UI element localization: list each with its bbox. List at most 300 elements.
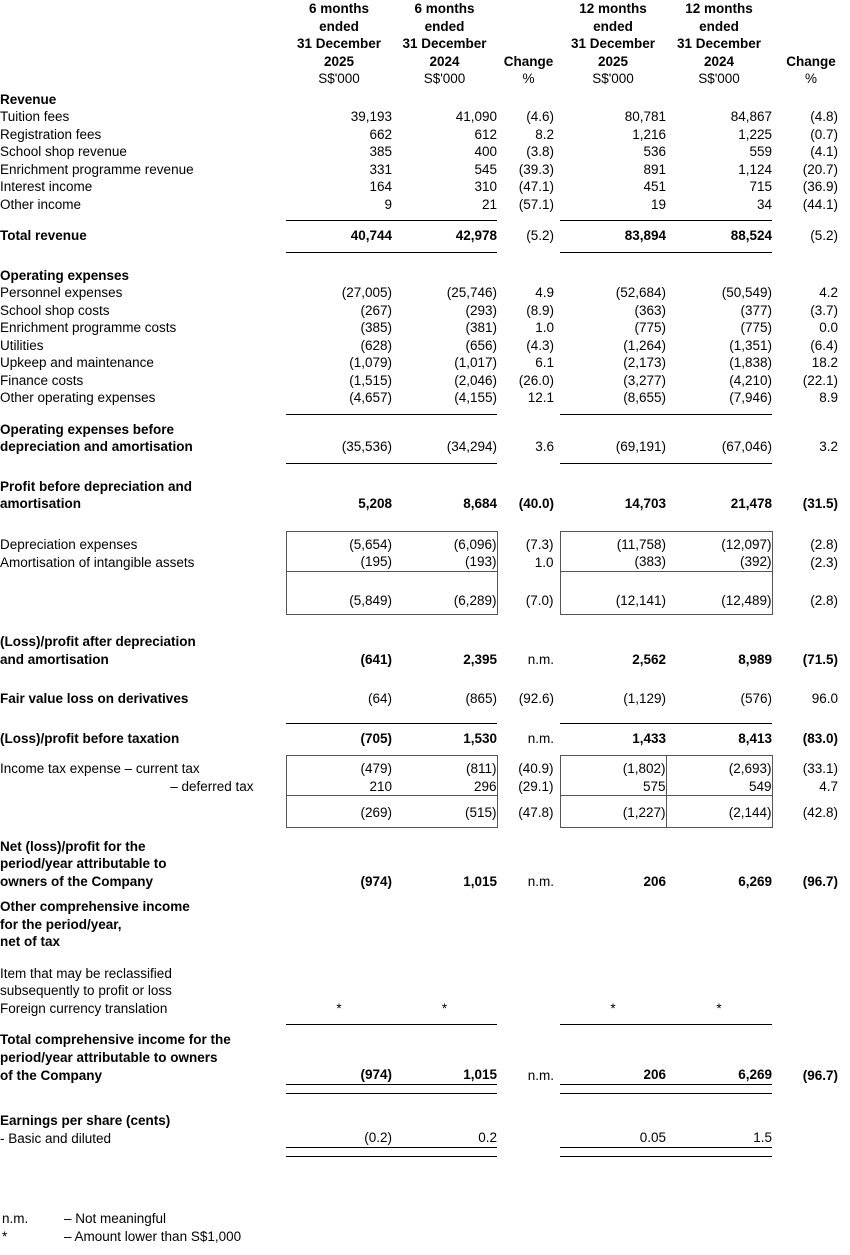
row-label: Utilities	[0, 337, 44, 353]
row-label-line1: Profit before depreciation and	[0, 478, 193, 494]
row-label-line3: owners of the Company	[0, 873, 154, 889]
row-value-6m-2024: (656)	[465, 337, 497, 353]
row-change-12m: (0.7)	[810, 126, 838, 142]
row-change-6m: (57.1)	[518, 196, 554, 212]
row-change-12m: (33.1)	[802, 761, 838, 776]
header-c3-line3: 31 December	[570, 36, 656, 51]
row-value-12m-2025: 1,433	[632, 730, 666, 746]
row-value-12m-2025: 19	[650, 196, 666, 212]
net-profit-row	[0, 873, 850, 891]
row-value-6m-2025: 385	[369, 144, 392, 159]
row-value-6m-2024: 41,090	[455, 109, 497, 124]
row-value-12m-2024: (67,046)	[721, 439, 772, 454]
row-value-6m-2025: 5,208	[358, 496, 392, 511]
row-value-6m-2024: (34,294)	[446, 439, 497, 454]
row-change-6m: (3.8)	[526, 144, 554, 159]
header-row-4	[0, 53, 850, 71]
reclassify-note-line2	[0, 982, 850, 1000]
row-label-line2: amortisation	[0, 496, 82, 511]
header-c4-year: 2024	[703, 53, 735, 69]
row-change-6m: (47.8)	[518, 805, 554, 820]
profit-before-tax-row	[0, 730, 850, 748]
table-row	[0, 319, 850, 337]
row-change-6m: 8.2	[535, 126, 554, 142]
footnote-desc: – Amount lower than S$1,000	[64, 1229, 242, 1244]
total-revenue-row	[0, 227, 850, 245]
oci-heading-line2: for the period/year,	[0, 916, 122, 932]
header-c1-unit: S$'000	[318, 71, 360, 86]
row-value-12m-2024: 21,478	[730, 496, 772, 511]
row-change-12m: (6.4)	[810, 337, 838, 353]
oci-heading-line1	[0, 898, 850, 916]
row-value-6m-2025: (5,654)	[286, 536, 392, 554]
row-label: Registration fees	[0, 126, 102, 142]
row-label: (Loss)/profit before taxation	[0, 730, 180, 746]
row-change-12m: (83.0)	[802, 730, 838, 746]
row-value-6m-2025: (267)	[360, 302, 392, 318]
header-ch1-label: Change	[503, 53, 554, 69]
row-change-12m: (96.7)	[802, 1067, 838, 1083]
table-row	[0, 778, 850, 796]
row-change-12m: (2.3)	[810, 554, 838, 570]
row-label: Income tax expense – current tax	[0, 761, 200, 776]
row-value-12m-2024: 1,225	[738, 126, 772, 142]
header-ch2-line3	[772, 35, 850, 53]
oci-heading-line3: net of tax	[0, 934, 61, 949]
row-label: Tuition fees	[0, 109, 70, 124]
row-value-12m-2024: (392)	[666, 553, 772, 571]
row-value-6m-2024: 545	[474, 161, 497, 177]
header-ch1-line1	[497, 0, 560, 18]
header-ch2-line1	[772, 0, 850, 18]
row-value-6m-2025: (4,657)	[349, 390, 392, 405]
row-value-6m-2024: 1,015	[463, 1067, 497, 1082]
header-row-units	[0, 70, 850, 88]
row-label: Total revenue	[0, 228, 87, 243]
row-label: - Basic and diluted	[0, 1130, 112, 1146]
header-c4-line2: ended	[699, 18, 739, 34]
row-value-6m-2024: (811)	[392, 760, 497, 778]
row-change-12m: 8.9	[819, 390, 838, 405]
table-row	[0, 354, 850, 372]
profit-before-da-row-line1	[0, 478, 850, 496]
row-label-line1: (Loss)/profit after depreciation	[0, 634, 196, 649]
row-value-12m-2024: (4,210)	[729, 372, 772, 388]
row-change-6m: n.m.	[527, 873, 554, 889]
opex-before-da-row-line1	[0, 421, 850, 439]
row-label-line2: period/year attributable to owners	[0, 1049, 218, 1065]
oci-heading-line2	[0, 916, 850, 934]
row-change-6m: (40.0)	[518, 496, 554, 511]
row-value-12m-2025: (363)	[634, 302, 666, 318]
tax-total-row	[0, 804, 850, 822]
table-row	[0, 760, 850, 778]
reclassify-note-line1	[0, 965, 850, 983]
reclassify-note-line1: Item that may be reclassified	[0, 965, 172, 981]
row-label: Personnel expenses	[0, 285, 123, 300]
row-value-6m-2025: (0.2)	[364, 1130, 392, 1145]
revenue-heading-row	[0, 91, 850, 109]
row-label-line2: and amortisation	[0, 651, 109, 667]
row-change-12m: (42.8)	[802, 805, 838, 820]
row-value-12m-2025: 575	[560, 778, 666, 796]
table-row	[0, 196, 850, 214]
row-value-12m-2025: (383)	[560, 553, 666, 571]
header-c2-year: 2024	[429, 53, 460, 69]
row-label-line2: period/year attributable to	[0, 856, 167, 871]
revenue-heading: Revenue	[0, 91, 57, 107]
row-change-6m: 4.9	[535, 285, 554, 300]
header-c3-line2: ended	[593, 18, 633, 34]
header-row-1	[0, 0, 850, 18]
header-c2-line2: ended	[424, 18, 465, 34]
table-row	[0, 108, 850, 126]
table-row	[0, 536, 850, 554]
row-value-12m-2024: 6,269	[738, 1067, 772, 1082]
row-change-6m: (7.3)	[525, 536, 554, 552]
header-c2-unit: S$'000	[423, 71, 466, 86]
row-value-12m-2024: (377)	[740, 302, 772, 318]
header-c2-line3: 31 December	[402, 36, 487, 51]
row-change-6m: (40.9)	[518, 761, 554, 776]
row-value-12m-2025: (1,802)	[560, 760, 666, 778]
row-value-12m-2024: (576)	[740, 691, 772, 706]
row-value-12m-2025: 536	[643, 144, 666, 159]
row-value-12m-2024: (12,489)	[666, 592, 772, 610]
row-value-12m-2024: 1,124	[738, 161, 772, 177]
tci-double-rule	[0, 1084, 850, 1093]
row-value-6m-2024: *	[441, 1000, 448, 1016]
row-change-12m: (36.9)	[802, 179, 838, 194]
row-value-12m-2025: 891	[643, 161, 666, 177]
row-value-6m-2024: (515)	[392, 804, 497, 822]
row-value-6m-2025: 9	[384, 196, 392, 212]
row-change-6m	[497, 1000, 560, 1018]
row-label: Fair value loss on derivatives	[0, 691, 189, 706]
row-change-6m: (47.1)	[518, 179, 554, 194]
row-value-12m-2025: (775)	[634, 320, 666, 335]
oci-heading-line1: Other comprehensive income	[0, 899, 190, 914]
row-label: – deferred tax	[170, 779, 254, 794]
row-value-12m-2025: 206	[643, 873, 666, 889]
row-change-12m: 18.2	[811, 355, 838, 370]
row-label: Enrichment programme revenue	[0, 161, 194, 177]
row-change-6m: (7.0)	[525, 592, 554, 608]
row-label: Other income	[0, 196, 82, 212]
header-ch2-line2	[772, 18, 850, 36]
row-label: Upkeep and maintenance	[0, 355, 154, 370]
row-value-12m-2025: (12,141)	[560, 592, 666, 610]
row-value-12m-2025: (52,684)	[615, 285, 666, 300]
table-row	[0, 302, 850, 320]
row-value-6m-2025: (479)	[286, 760, 392, 778]
row-change-6m: (4.3)	[526, 337, 554, 353]
row-value-6m-2024: 21	[481, 196, 497, 212]
row-label: School shop costs	[0, 302, 110, 318]
eps-row	[0, 1129, 850, 1147]
header-spacer	[0, 53, 286, 71]
row-label: Interest income	[0, 179, 93, 194]
total-revenue-rule	[0, 245, 850, 253]
row-value-6m-2024: 1,015	[463, 873, 497, 889]
header-c4-line3: 31 December	[676, 36, 762, 51]
row-value-6m-2025: (27,005)	[341, 285, 392, 300]
row-value-6m-2024: 612	[474, 126, 497, 142]
table-row	[0, 143, 850, 161]
row-value-6m-2024: 2,395	[463, 651, 497, 667]
footnote-desc: – Not meaningful	[64, 1211, 167, 1226]
tci-row	[0, 1066, 850, 1084]
depreciation-spacer-in-box	[0, 580, 850, 592]
row-value-6m-2025: 164	[369, 179, 392, 194]
header-spacer	[0, 0, 286, 18]
row-change-12m: (3.7)	[810, 302, 838, 318]
footnote-row	[2, 1210, 241, 1228]
opex-heading: Operating expenses	[0, 267, 130, 283]
row-value-12m-2024: 8,413	[738, 730, 772, 746]
header-c2-line1: 6 months	[414, 1, 475, 16]
opex-before-da-row	[0, 438, 850, 456]
profit-after-da-row	[0, 651, 850, 669]
row-label-line1: Total comprehensive income for the	[0, 1032, 231, 1047]
row-value-12m-2024: 84,867	[730, 109, 772, 124]
row-change-12m: 4.2	[819, 285, 838, 300]
header-row-2	[0, 18, 850, 36]
row-value-12m-2025: 206	[643, 1067, 666, 1082]
row-value-6m-2024: 296	[392, 778, 497, 796]
row-change-12m: (96.7)	[802, 873, 838, 889]
eps-heading: Earnings per share (cents)	[0, 1112, 171, 1128]
footnotes	[2, 1210, 241, 1246]
header-ch2-label: Change	[786, 53, 836, 69]
row-value-6m-2024: (1,017)	[454, 355, 497, 370]
row-change-12m	[772, 1129, 850, 1147]
row-value-12m-2024: 88,524	[730, 228, 772, 243]
row-value-12m-2024: 34	[756, 196, 772, 212]
header-spacer	[0, 35, 286, 53]
row-change-12m: 4.7	[819, 779, 838, 794]
row-value-12m-2024: 549	[666, 778, 772, 796]
row-value-6m-2024: (193)	[392, 553, 497, 571]
row-value-6m-2024: (293)	[465, 302, 497, 318]
footnote-row	[2, 1228, 241, 1246]
row-change-12m: (22.1)	[802, 372, 838, 388]
row-value-6m-2024: (6,096)	[392, 536, 497, 554]
header-ch2-unit: %	[804, 71, 817, 86]
header-c1-line3: 31 December	[296, 36, 382, 51]
row-value-12m-2025: (3,277)	[623, 372, 666, 388]
row-change-6m: 1.0	[535, 320, 554, 335]
opex-heading-row	[0, 267, 850, 285]
header-c3-line1: 12 months	[579, 1, 647, 16]
tci-line2	[0, 1049, 850, 1067]
header-ch1-line2	[497, 18, 560, 36]
table-row	[0, 161, 850, 179]
row-change-12m: 0.0	[819, 320, 838, 335]
row-change-6m	[497, 1129, 560, 1147]
row-value-6m-2025: 331	[369, 161, 392, 177]
row-value-6m-2024: (25,746)	[446, 285, 497, 300]
row-value-12m-2025: (1,227)	[560, 804, 666, 822]
row-value-12m-2025: (2,173)	[623, 355, 666, 370]
row-value-6m-2025: *	[336, 1000, 342, 1016]
row-value-12m-2024: (12,097)	[666, 536, 772, 554]
row-label: Foreign currency translation	[0, 1000, 168, 1016]
row-value-6m-2024: 42,978	[455, 228, 497, 243]
row-label: Finance costs	[0, 372, 84, 388]
footnote-key: *	[2, 1229, 8, 1244]
header-c1-line1: 6 months	[308, 1, 369, 16]
row-change-12m: (5.2)	[810, 228, 838, 243]
row-value-6m-2025: (1,079)	[349, 355, 392, 370]
profit-after-da-line1	[0, 633, 850, 651]
row-value-12m-2024: (1,838)	[729, 355, 772, 370]
row-value-6m-2024: (6,289)	[392, 592, 497, 610]
row-change-6m: n.m.	[527, 1067, 554, 1083]
row-value-6m-2024: 8,684	[463, 496, 497, 511]
row-change-12m: (4.1)	[810, 144, 838, 159]
row-value-12m-2025: *	[610, 1000, 616, 1016]
tax-box-divider	[0, 796, 850, 805]
row-value-6m-2024: (381)	[465, 320, 497, 335]
row-value-6m-2024: 0.2	[478, 1130, 497, 1145]
row-label-line1: Operating expenses before	[0, 421, 175, 437]
row-value-6m-2024: 1,530	[463, 730, 497, 746]
row-change-12m: 3.2	[819, 439, 838, 454]
row-label: School shop revenue	[0, 144, 127, 159]
profit-before-da-row	[0, 495, 850, 513]
row-value-6m-2025: (269)	[286, 804, 392, 822]
row-change-12m: (44.1)	[802, 196, 838, 212]
row-value-12m-2025: 14,703	[624, 496, 666, 511]
oci-heading-line3	[0, 933, 850, 951]
row-value-12m-2025: 0.05	[639, 1130, 666, 1145]
row-value-6m-2025: (1,515)	[349, 372, 392, 388]
row-change-6m: (26.0)	[518, 372, 554, 388]
subtotal-rule	[0, 213, 850, 221]
row-value-12m-2025: 83,894	[624, 228, 666, 243]
row-value-6m-2025: (974)	[360, 1067, 392, 1082]
row-value-6m-2024: 400	[474, 144, 497, 159]
row-value-6m-2025: (974)	[360, 873, 392, 889]
row-change-6m: 1.0	[534, 554, 554, 570]
table-row	[0, 553, 850, 571]
header-c4-unit: S$'000	[698, 71, 740, 86]
row-value-6m-2025: (641)	[360, 651, 392, 667]
row-change-12m: (2.8)	[810, 536, 838, 552]
header-spacer	[0, 70, 286, 88]
row-change-12m: (2.8)	[810, 592, 838, 608]
header-c1-line2: ended	[319, 18, 359, 34]
depreciation-box-divider	[0, 571, 850, 580]
row-value-12m-2024: 8,989	[738, 651, 772, 667]
row-value-6m-2025: 39,193	[350, 109, 392, 124]
row-change-6m: 6.1	[535, 355, 554, 370]
row-change-12m	[772, 1000, 850, 1018]
row-change-6m: 3.6	[535, 439, 554, 454]
row-value-6m-2025: (35,536)	[341, 439, 392, 454]
header-row-3	[0, 35, 850, 53]
row-change-6m: 12.1	[527, 390, 554, 405]
row-value-6m-2025: (195)	[286, 553, 392, 571]
table-row	[0, 178, 850, 196]
row-value-6m-2025: (385)	[360, 320, 392, 335]
table-row	[0, 284, 850, 302]
row-value-6m-2024: 310	[474, 179, 497, 194]
header-c4-line1: 12 months	[685, 1, 753, 16]
header-spacer	[0, 18, 286, 36]
row-value-12m-2025: (69,191)	[615, 439, 666, 454]
footnote-key: n.m.	[2, 1211, 29, 1226]
row-value-6m-2025: 210	[286, 778, 392, 796]
header-ch1-unit: %	[522, 71, 535, 86]
row-change-6m: (8.9)	[526, 302, 554, 318]
fair-value-row	[0, 690, 850, 708]
reclassify-note-line2: subsequently to profit or loss	[0, 983, 172, 998]
row-label-line3: of the Company	[0, 1067, 103, 1083]
row-value-6m-2025: 662	[369, 126, 392, 142]
row-label-line1: Net (loss)/profit for the	[0, 838, 146, 854]
row-value-12m-2025: 80,781	[624, 109, 666, 124]
table-row	[0, 372, 850, 390]
depreciation-total-row	[0, 592, 850, 610]
row-label-line2: depreciation and amortisation	[0, 439, 193, 454]
row-value-12m-2025: 451	[643, 179, 666, 194]
row-change-6m: (5.2)	[526, 228, 554, 243]
row-value-12m-2024: (50,549)	[721, 285, 772, 300]
row-label: Other operating expenses	[0, 390, 156, 405]
fx-translation-row	[0, 1000, 850, 1018]
row-change-12m: 96.0	[811, 691, 838, 706]
header-c3-year: 2025	[597, 53, 629, 69]
tci-top-rule	[0, 1017, 850, 1025]
row-value-6m-2024: (4,155)	[454, 390, 497, 405]
row-value-12m-2024: 6,269	[738, 873, 772, 889]
row-change-6m: n.m.	[527, 651, 554, 667]
row-label: Amortisation of intangible assets	[0, 554, 195, 570]
row-value-6m-2025: (64)	[367, 691, 392, 706]
row-label: Depreciation expenses	[0, 536, 138, 552]
row-label: Enrichment programme costs	[0, 320, 177, 335]
row-change-12m: (20.7)	[802, 161, 838, 177]
row-value-12m-2025: (8,655)	[623, 390, 666, 405]
net-profit-line2	[0, 855, 850, 873]
row-value-6m-2025: (628)	[360, 337, 392, 353]
row-value-12m-2024: (2,144)	[666, 804, 772, 822]
row-change-6m: (29.1)	[518, 779, 554, 794]
row-change-6m: (92.6)	[518, 691, 554, 706]
header-ch1-line3	[497, 35, 560, 53]
row-value-12m-2024: (7,946)	[729, 390, 772, 405]
header-c3-unit: S$'000	[592, 71, 634, 86]
row-value-12m-2025: (11,758)	[560, 536, 666, 554]
row-change-12m: (31.5)	[802, 496, 838, 511]
opex-before-da-rule	[0, 456, 850, 464]
net-profit-line1	[0, 838, 850, 856]
row-change-6m: (39.3)	[518, 161, 554, 177]
row-value-6m-2024: (2,046)	[454, 372, 497, 388]
opex-subtotal-rule	[0, 407, 850, 415]
row-value-12m-2024: 559	[749, 144, 772, 159]
eps-heading-row	[0, 1112, 850, 1130]
row-change-12m: (4.8)	[810, 109, 838, 124]
row-change-6m: (4.6)	[526, 109, 554, 124]
table-row	[0, 389, 850, 407]
pbt-rule	[0, 716, 850, 724]
row-value-12m-2024: (775)	[740, 320, 772, 335]
row-label	[0, 804, 286, 822]
row-value-6m-2024: (865)	[465, 691, 497, 706]
